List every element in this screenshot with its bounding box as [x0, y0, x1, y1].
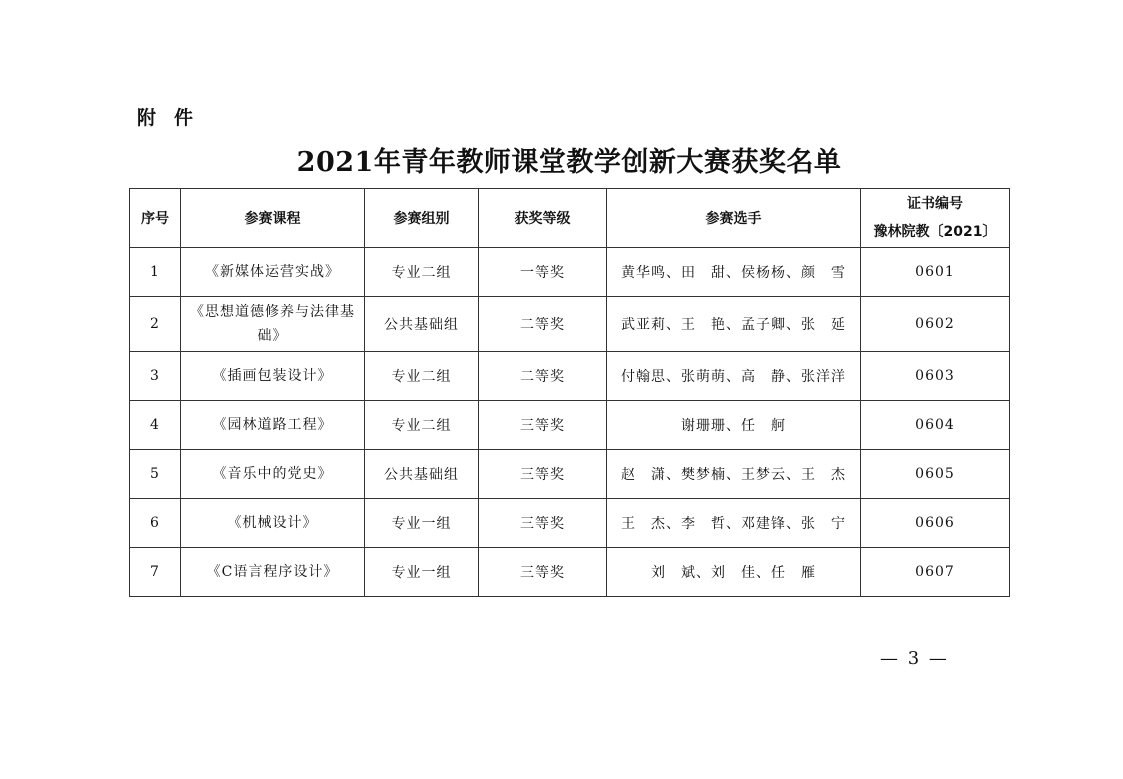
header-index: 序号 [130, 189, 181, 248]
cell-certificate: 0601 [861, 248, 1010, 297]
table-row [130, 297, 1010, 352]
cell-certificate: 0602 [861, 297, 1010, 352]
cell-course: 《思想道德修养与法律基础》 [181, 297, 365, 352]
header-players: 参赛选手 [607, 189, 861, 248]
cell-level: 一等奖 [479, 248, 607, 297]
header-cert-line1: 证书编号 [907, 196, 963, 212]
cell-group: 专业二组 [365, 248, 479, 297]
cell-level: 三等奖 [479, 499, 607, 548]
cell-level: 三等奖 [479, 450, 607, 499]
cell-certificate: 0605 [861, 450, 1010, 499]
cell-course: 《机械设计》 [181, 499, 365, 548]
cell-players: 付翰思、张萌萌、高 静、张洋洋 [607, 352, 861, 401]
cell-players: 黄华鸣、田 甜、侯杨杨、颜 雪 [607, 248, 861, 297]
cell-group: 专业一组 [365, 499, 479, 548]
cell-index: 3 [130, 352, 181, 401]
cell-group: 专业二组 [365, 352, 479, 401]
table-row [130, 352, 1010, 401]
document-title: 2021年青年教师课堂教学创新大赛获奖名单 [296, 147, 842, 178]
cell-course: 《园林道路工程》 [181, 401, 365, 450]
cell-course: 《音乐中的党史》 [181, 450, 365, 499]
cell-index: 6 [130, 499, 181, 548]
awards-table [129, 188, 1010, 597]
page-number: — 3 — [880, 648, 949, 669]
cell-certificate: 0607 [861, 548, 1010, 597]
cell-course: 《C语言程序设计》 [181, 548, 365, 597]
cell-group: 公共基础组 [365, 297, 479, 352]
header-course: 参赛课程 [181, 189, 365, 248]
cell-index: 5 [130, 450, 181, 499]
cell-index: 4 [130, 401, 181, 450]
cell-index: 1 [130, 248, 181, 297]
cell-course: 《新媒体运营实战》 [181, 248, 365, 297]
cell-level: 二等奖 [479, 297, 607, 352]
table-row [130, 401, 1010, 450]
cell-certificate: 0604 [861, 401, 1010, 450]
cell-players: 武亚莉、王 艳、孟子卿、张 延 [607, 297, 861, 352]
cell-players: 刘 斌、刘 佳、任 雁 [607, 548, 861, 597]
table-row [130, 450, 1010, 499]
cell-index: 2 [130, 297, 181, 352]
cell-group: 专业一组 [365, 548, 479, 597]
table-row [130, 499, 1010, 548]
cell-level: 二等奖 [479, 352, 607, 401]
cell-level: 三等奖 [479, 401, 607, 450]
table-header-row [130, 189, 1010, 248]
header-level: 获奖等级 [479, 189, 607, 248]
attachment-label: 附件 [137, 107, 212, 129]
cell-players: 谢珊珊、任 舸 [607, 401, 861, 450]
table-row [130, 248, 1010, 297]
cell-certificate: 0606 [861, 499, 1010, 548]
cell-level: 三等奖 [479, 548, 607, 597]
cell-players: 王 杰、李 哲、邓建锋、张 宁 [607, 499, 861, 548]
cell-group: 专业二组 [365, 401, 479, 450]
cell-index: 7 [130, 548, 181, 597]
header-certificate [861, 189, 1010, 248]
cell-players: 赵 潇、樊梦楠、王梦云、王 杰 [607, 450, 861, 499]
table-row [130, 548, 1010, 597]
cell-group: 公共基础组 [365, 450, 479, 499]
cell-certificate: 0603 [861, 352, 1010, 401]
header-cert-line2: 豫林院教〔2021〕 [873, 224, 997, 240]
header-group: 参赛组别 [365, 189, 479, 248]
cell-course: 《插画包装设计》 [181, 352, 365, 401]
